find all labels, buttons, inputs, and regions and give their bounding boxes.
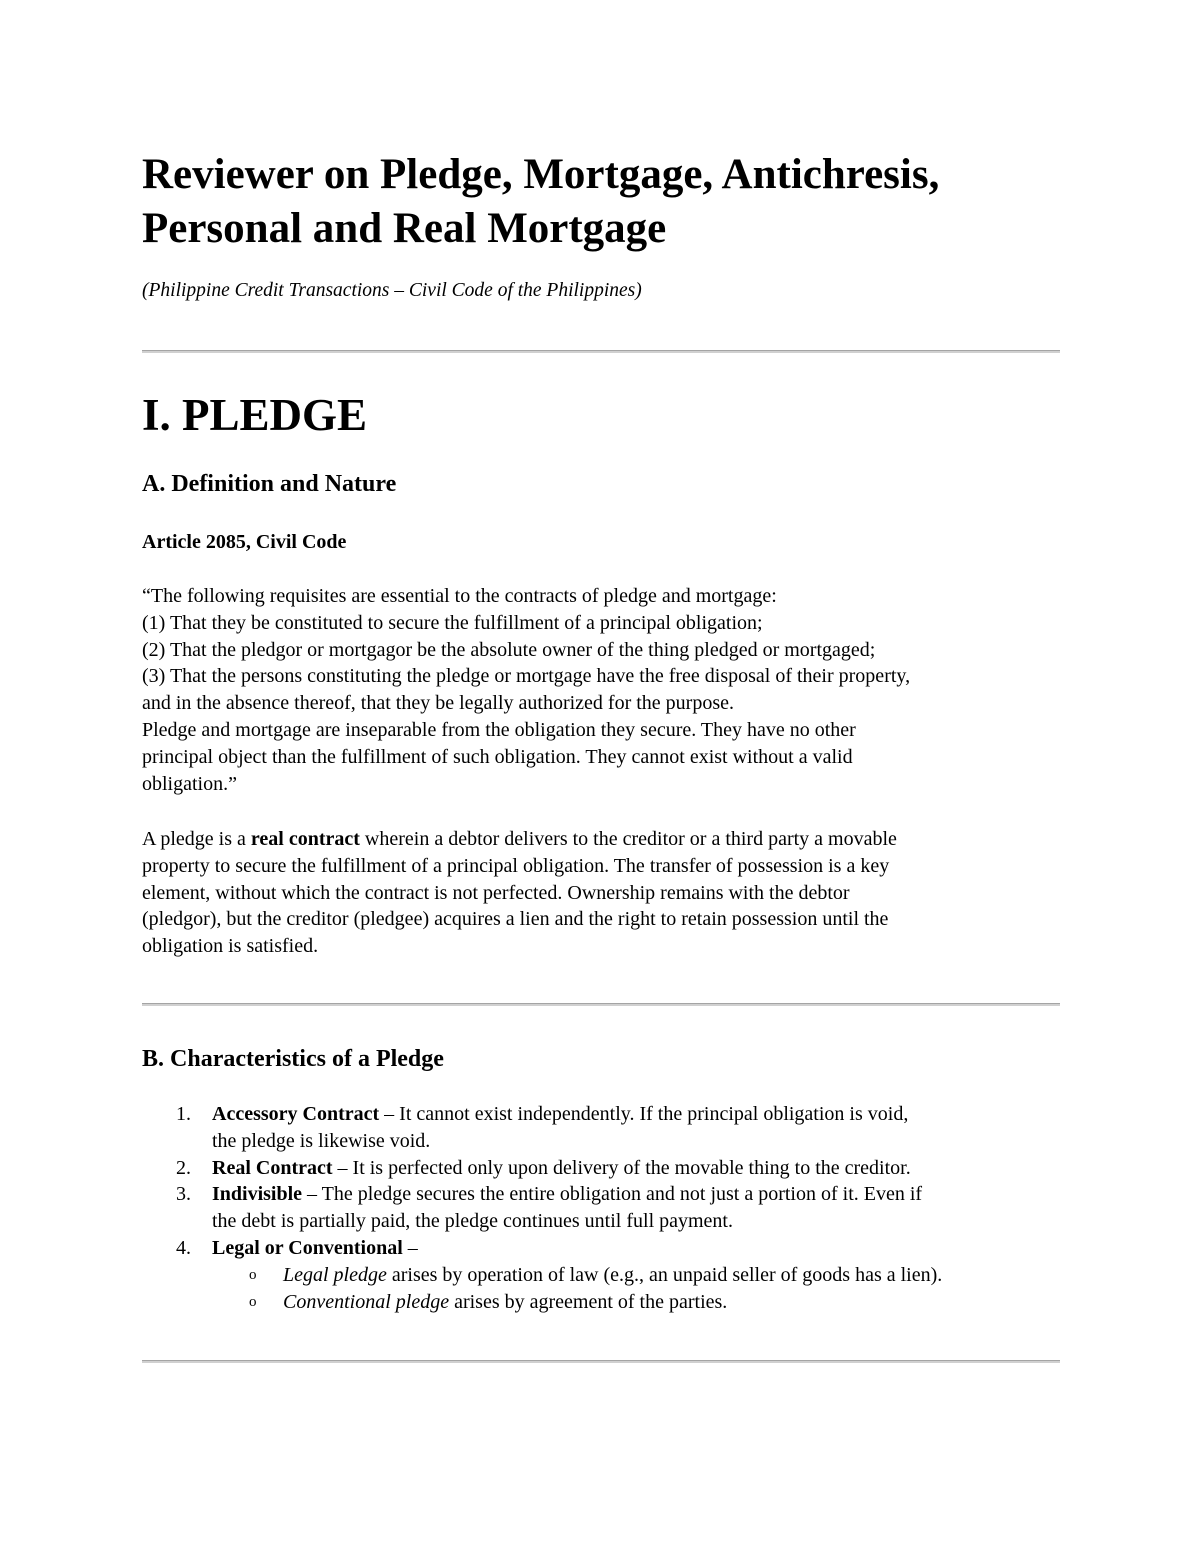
sub-list-item-term: Legal pledge [283, 1263, 387, 1286]
paragraph-text: A pledge is a [142, 828, 251, 850]
bold-term: real contract [250, 828, 360, 850]
bullet-icon: o [249, 1293, 257, 1310]
list-item-line: the debt is partially paid, the pledge continues until full payment. [212, 1210, 733, 1233]
sub-list-item-term: Conventional pledge [283, 1290, 450, 1313]
list-item-line [212, 1155, 1060, 1182]
quote-line: principal object than the fulfillment of such obligation. They cannot exist without a valid [142, 745, 853, 768]
paragraph-line: obligation is satisfied. [142, 935, 319, 958]
article-heading: Article 2085, Civil Code [142, 531, 347, 553]
paragraph-line: element, without which the contract is not perfected. Ownership remains with the debtor [142, 881, 850, 904]
list-item [142, 1101, 1060, 1155]
document-title-line-2: Personal and Real Mortgage [142, 205, 667, 252]
section-title: I. PLEDGE [142, 390, 368, 440]
list-item [142, 1155, 1060, 1182]
list-item-line [212, 1181, 1060, 1208]
subsection-b-heading: B. Characteristics of a Pledge [142, 1046, 444, 1072]
sub-list-item [212, 1289, 1060, 1316]
paragraph-line: (pledgor), but the creditor (pledgee) acquires a lien and the right to retain possession until the [142, 908, 889, 931]
paragraph-line: property to secure the fulfillment of a principal obligation. The transfer of possession is a key [142, 854, 890, 877]
quote-line: (2) That the pledgor or mortgagor be the absolute owner of the thing pledged or mortgaged; [142, 638, 876, 661]
list-item-text: – [402, 1236, 418, 1259]
sub-list-item-line [283, 1289, 1060, 1316]
paragraph-text: wherein a debtor delivers to the creditor or a third party a movable [359, 828, 897, 850]
sub-list-item-text: arises by agreement of the parties. [449, 1290, 728, 1313]
list-item-term: Legal or Conventional [212, 1236, 403, 1259]
horizontal-divider-3 [142, 1360, 1060, 1363]
sub-list-item [212, 1262, 1060, 1289]
document-title-line-1: Reviewer on Pledge, Mortgage, Antichresis, [142, 151, 940, 198]
list-item-text: – It cannot exist independently. If the principal obligation is void, [379, 1103, 909, 1125]
pledge-definition-paragraph [142, 826, 1060, 960]
characteristics-list [142, 1101, 1060, 1315]
horizontal-divider-1 [142, 350, 1060, 353]
list-number: 2. [176, 1156, 191, 1179]
quote-line: Pledge and mortgage are inseparable from the obligation they secure. They have no other [142, 718, 856, 741]
list-item [142, 1181, 1060, 1235]
list-item [142, 1235, 1060, 1315]
article-quote [142, 583, 1060, 797]
list-item-line [212, 1101, 1060, 1128]
bullet-icon: o [249, 1266, 257, 1283]
sub-list-item-text: arises by operation of law (e.g., an unpaid seller of goods has a lien). [386, 1263, 943, 1286]
list-item-term: Real Contract [212, 1156, 333, 1179]
list-item-text: – It is perfected only upon delivery of the movable thing to the creditor. [332, 1156, 911, 1179]
list-item-term: Indivisible [212, 1183, 303, 1206]
quote-line: (1) That they be constituted to secure the fulfillment of a principal obligation; [142, 611, 763, 634]
list-number: 3. [176, 1183, 191, 1206]
sub-list [212, 1262, 1060, 1316]
horizontal-divider-2 [142, 1003, 1060, 1006]
paragraph-line [142, 826, 1060, 853]
subsection-a-heading: A. Definition and Nature [142, 471, 397, 497]
quote-line: obligation.” [142, 772, 237, 795]
document-title [142, 148, 1060, 256]
quote-line: and in the absence thereof, that they be legally authorized for the purpose. [142, 692, 734, 715]
quote-line: “The following requisites are essential to the contracts of pledge and mortgage: [142, 585, 777, 607]
document-subtitle: (Philippine Credit Transactions – Civil Code of the Philippines) [142, 280, 642, 301]
list-number: 1. [176, 1103, 191, 1125]
list-item-text: – The pledge secures the entire obligation and not just a portion of it. Even if [302, 1183, 923, 1206]
list-item-line: the pledge is likewise void. [212, 1129, 431, 1152]
list-item-term: Accessory Contract [212, 1103, 380, 1125]
list-number: 4. [176, 1236, 191, 1259]
list-item-line [212, 1235, 1060, 1262]
quote-line: (3) That the persons constituting the pledge or mortgage have the free disposal of their property, [142, 665, 911, 688]
sub-list-item-line [283, 1262, 1060, 1289]
